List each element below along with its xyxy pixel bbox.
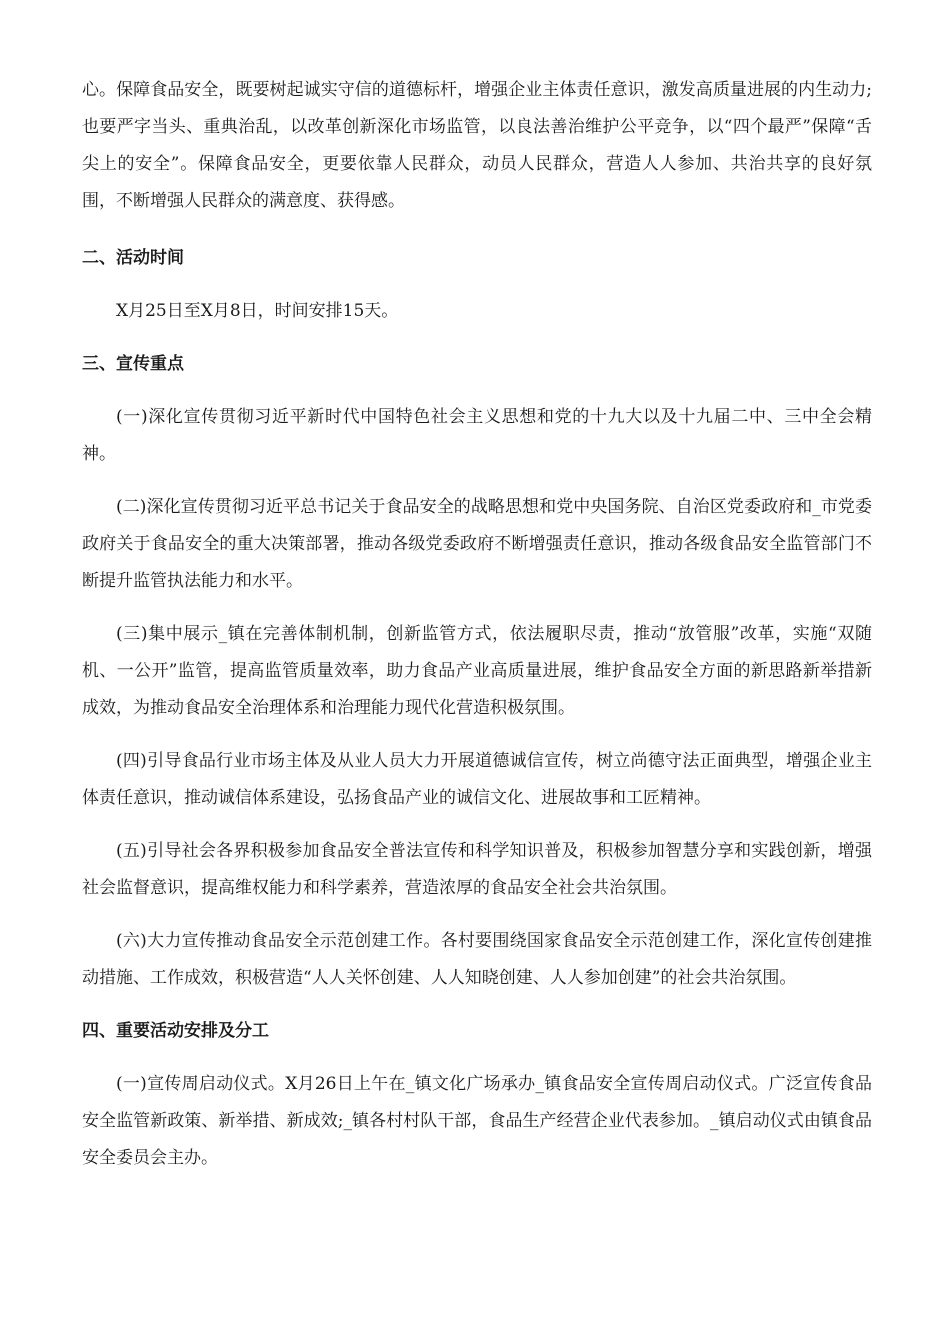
section-heading-activity-arrangement: 四、重要活动安排及分工: [82, 1021, 269, 1041]
publicity-focus-item: (五)引导社会各界积极参加食品安全普法宣传和科学知识普及，积极参加智慧分享和实践创新，增强社会监督意识，提高维权能力和科学素养，营造浓厚的食品安全社会共治氛围。: [82, 841, 872, 898]
publicity-focus-item: (一)深化宣传贯彻习近平新时代中国特色社会主义思想和党的十九大以及十九届二中、三中全会精神。: [82, 407, 872, 464]
publicity-focus-item: (二)深化宣传贯彻习近平总书记关于食品安全的战略思想和党中央国务院、自治区党委政府和_市党委政府关于食品安全的重大决策部署，推动各级党委政府不断增强责任意识，推动各级食品安全监管部门不断提升监管执法能力和水平。: [82, 497, 872, 591]
publicity-focus-item: (三)集中展示_镇在完善体制机制，创新监管方式，依法履职尽责，推动“放管服”改革，实施“双随机、一公开”监管，提高监管质量效率，助力食品产业高质量进展，维护食品安全方面的新思路新举措新成效，为推动食品安全治理体系和治理能力现代化营造积极氛围。: [82, 624, 872, 718]
section-heading-activity-time: 二、活动时间: [82, 248, 184, 268]
intro-paragraph: 心。保障食品安全，既要树起诚实守信的道德标杆，增强企业主体责任意识，激发高质量进展的内生动力;也要严字当头、重典治乱，以改革创新深化市场监管，以良法善治维护公平竞争，以“四个最严”保障“舌尖上的安全”。保障食品安全，更要依靠人民群众，动员人民群众，营造人人参加、共治共享的良好氛围，不断增强人民群众的满意度、获得感。: [82, 80, 872, 211]
publicity-focus-item: (六)大力宣传推动食品安全示范创建工作。各村要围绕国家食品安全示范创建工作，深化宣传创建推动措施、工作成效，积极营造“人人关怀创建、人人知晓创建、人人参加创建”的社会共治氛围。: [82, 931, 872, 988]
activity-arrangement-item: (一)宣传周启动仪式。X月26日上午在_镇文化广场承办_镇食品安全宣传周启动仪式。广泛宣传食品安全监管新政策、新举措、新成效;_镇各村村队干部，食品生产经营企业代表参加。_镇启动仪式由镇食品安全委员会主办。: [82, 1074, 872, 1168]
section-heading-publicity-focus: 三、宣传重点: [82, 354, 184, 374]
publicity-focus-item: (四)引导食品行业市场主体及从业人员大力开展道德诚信宣传，树立尚德守法正面典型，增强企业主体责任意识，推动诚信体系建设，弘扬食品产业的诚信文化、进展故事和工匠精神。: [82, 751, 872, 808]
activity-time-text: X月25日至X月8日，时间安排15天。: [116, 301, 399, 321]
